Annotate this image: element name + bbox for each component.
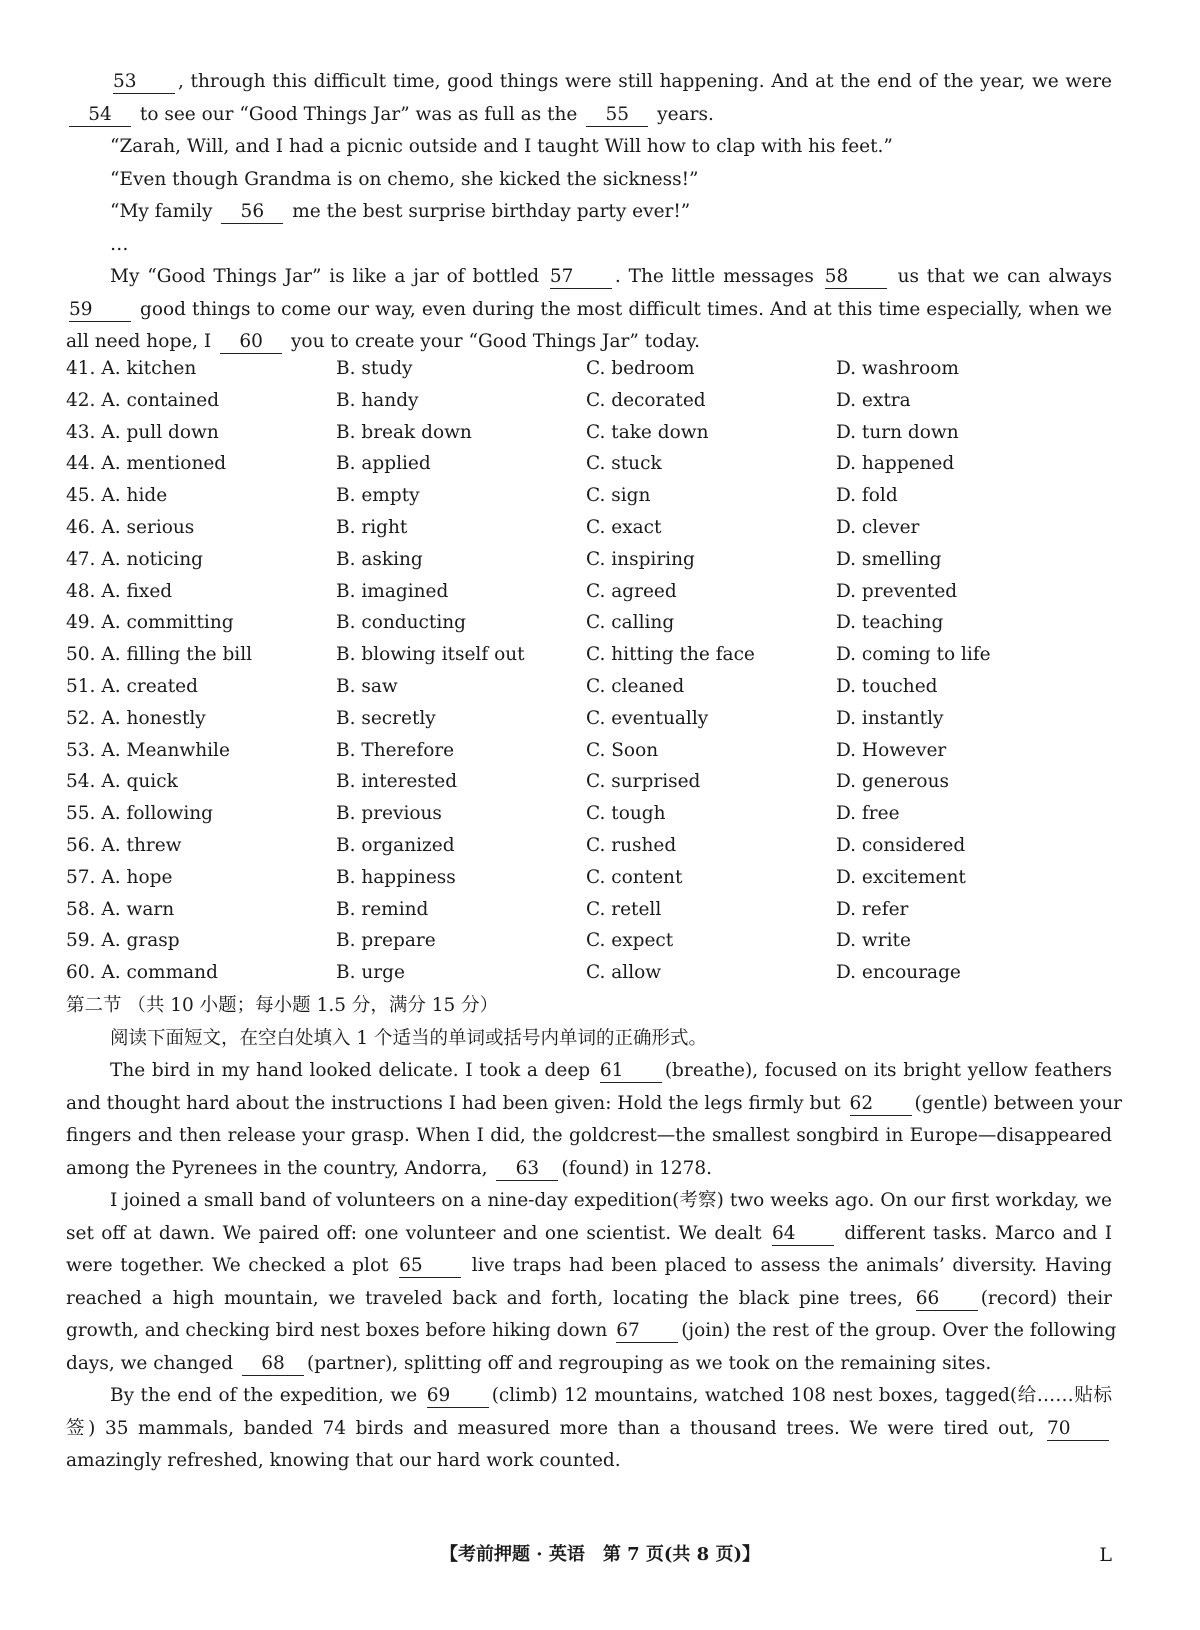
answer-blank[interactable]: 54 — [69, 104, 131, 127]
option-choice[interactable]: B. prepare — [336, 930, 436, 952]
passage-top — [66, 66, 1112, 359]
option-choice[interactable] — [66, 512, 336, 544]
option-row — [66, 735, 1112, 767]
option-text: A. kitchen — [101, 358, 197, 379]
question-number: 43. — [66, 421, 96, 443]
question-number: 41. — [66, 358, 96, 379]
option-text: A. serious — [101, 516, 195, 538]
question-number: 46. — [66, 516, 96, 538]
option-row — [66, 417, 1112, 449]
question-number: 44. — [66, 453, 96, 475]
option-choice[interactable]: C. sign — [586, 485, 651, 507]
option-text: A. hope — [101, 866, 173, 888]
section-heading: 第二节 （共 10 小题；每小题 1.5 分，满分 15 分） — [66, 995, 499, 1016]
option-choice[interactable]: B. asking — [336, 548, 423, 570]
option-choice[interactable]: C. stuck — [586, 453, 662, 475]
option-text: A. command — [101, 962, 218, 984]
answer-blank[interactable]: 68 — [242, 1353, 304, 1376]
passage-line: 53 , through this difficult time, good things were still happening. And at the end of the year, we were — [113, 71, 1112, 92]
passage-line: 签) 35 mammals, banded 74 birds and measured more than a thousand trees. We were tired out, 70 — [66, 1413, 1112, 1446]
question-number: 51. — [66, 675, 96, 697]
option-choice[interactable] — [66, 353, 336, 385]
passage-line: 59 good things to come our way, even during the most difficult times. And at this time especially, when we — [69, 298, 1112, 320]
option-row — [66, 576, 1112, 608]
option-choice[interactable]: D. teaching — [836, 612, 944, 634]
passage-line: The bird in my hand looked delicate. I took a deep 61 (breathe), focused on its bright yellow feathers — [110, 1060, 1113, 1081]
option-text: A. warn — [101, 898, 175, 920]
question-number: 57. — [66, 866, 96, 888]
option-choice[interactable] — [66, 703, 336, 735]
option-text: A. honestly — [101, 707, 206, 729]
option-row — [66, 512, 1112, 544]
option-choice[interactable]: D. prevented — [836, 580, 958, 602]
option-choice[interactable]: D. considered — [836, 834, 966, 856]
question-number: 55. — [66, 803, 96, 825]
question-number: 45. — [66, 485, 96, 507]
option-choice[interactable] — [66, 798, 336, 830]
option-choice[interactable]: B. happiness — [336, 866, 456, 888]
option-row — [66, 353, 1112, 385]
option-choice[interactable]: B. handy — [336, 389, 419, 411]
option-row — [66, 894, 1112, 926]
option-choice[interactable]: C. content — [586, 866, 683, 888]
question-number: 53. — [66, 739, 96, 761]
option-choice[interactable] — [66, 957, 336, 989]
option-choice[interactable]: C. allow — [586, 962, 662, 984]
option-choice[interactable]: D. excitement — [836, 866, 966, 888]
option-choice[interactable]: B. urge — [336, 962, 405, 984]
option-row — [66, 607, 1112, 639]
option-choice[interactable]: D. washroom — [836, 358, 959, 379]
option-choice[interactable]: C. rushed — [586, 834, 677, 856]
option-text: A. grasp — [101, 930, 180, 952]
option-row — [66, 766, 1112, 798]
option-choice[interactable] — [66, 894, 336, 926]
option-choice[interactable]: C. bedroom — [586, 358, 695, 379]
answer-blank[interactable]: 59 — [69, 299, 131, 322]
option-text: A. created — [101, 675, 198, 697]
option-choice[interactable]: D. turn down — [836, 421, 959, 443]
passage-line: fingers and then release your grasp. When I did, the goldcrest—the smallest songbird in Europe—disappeared — [66, 1125, 1112, 1146]
answer-blank[interactable]: 58 — [825, 266, 887, 289]
answer-blank[interactable]: 63 — [496, 1158, 558, 1181]
option-choice[interactable]: B. imagined — [336, 580, 449, 602]
answer-blank[interactable]: 69 — [427, 1385, 489, 1408]
option-choice[interactable] — [66, 830, 336, 862]
option-choice[interactable]: D. fold — [836, 485, 898, 507]
option-choice[interactable]: B. saw — [336, 675, 398, 697]
option-choice[interactable] — [66, 925, 336, 957]
question-number: 54. — [66, 771, 96, 793]
options-list — [66, 353, 1112, 989]
option-choice[interactable] — [66, 607, 336, 639]
option-choice[interactable]: C. exact — [586, 516, 662, 538]
question-number: 47. — [66, 548, 96, 570]
answer-blank[interactable]: 62 — [850, 1093, 912, 1116]
answer-blank[interactable]: 53 — [113, 71, 175, 94]
ellipsis: … — [110, 233, 129, 255]
passage-line: I joined a small band of volunteers on a nine-day expedition(考察) two weeks ago. On our first workday, we — [110, 1190, 1112, 1211]
page-footer: 【考前押题 · 英语 第 7 页(共 8 页)】 — [440, 1544, 760, 1565]
option-row — [66, 925, 1112, 957]
question-number: 42. — [66, 389, 96, 411]
option-choice[interactable]: C. decorated — [586, 389, 706, 411]
question-number: 48. — [66, 580, 96, 602]
option-choice[interactable] — [66, 544, 336, 576]
passage-line: were together. We checked a plot 65 live traps had been placed to assess the animals’ diversity. Having — [66, 1255, 1112, 1276]
option-text: A. committing — [101, 612, 234, 634]
passage-line: and thought hard about the instructions I had been given: Hold the legs firmly but 62 (gentle) between your — [66, 1092, 1122, 1114]
option-text: A. mentioned — [101, 453, 227, 475]
option-choice[interactable]: D. However — [836, 739, 947, 761]
option-choice[interactable]: C. retell — [586, 898, 662, 920]
question-number: 58. — [66, 898, 96, 920]
passage-line: all need hope, I 60 you to create your “Good Things Jar” today. — [66, 331, 700, 352]
question-number: 59. — [66, 930, 96, 952]
question-number: 60. — [66, 962, 96, 984]
option-choice[interactable] — [66, 385, 336, 417]
option-choice[interactable]: B. remind — [336, 898, 429, 920]
passage-line: amazingly refreshed, knowing that our hard work counted. — [66, 1450, 621, 1471]
option-choice[interactable]: D. refer — [836, 898, 909, 920]
option-text: A. threw — [101, 834, 182, 856]
answer-blank[interactable]: 57 — [550, 266, 612, 289]
option-choice[interactable]: D. happened — [836, 453, 955, 475]
quote-line: “My family 56 me the best surprise birthday party ever!” — [110, 201, 691, 222]
option-row — [66, 544, 1112, 576]
option-choice[interactable]: D. generous — [836, 771, 949, 793]
passage-line: 54 to see our “Good Things Jar” was as full as the 55 years. — [66, 99, 1112, 132]
option-choice[interactable] — [66, 576, 336, 608]
passage-line: set off at dawn. We paired off: one volunteer and one scientist. We dealt 64 different tasks. Marco and I — [66, 1222, 1113, 1244]
option-choice[interactable]: B. interested — [336, 771, 458, 793]
answer-blank[interactable]: 65 — [399, 1255, 461, 1278]
option-choice[interactable]: C. inspiring — [586, 548, 695, 570]
option-text: A. fixed — [101, 580, 173, 602]
option-text: A. contained — [101, 389, 220, 411]
passage-line: reached a high mountain, we traveled back and forth, locating the black pine trees, 66 (record) their — [66, 1287, 1113, 1309]
option-choice[interactable]: C. take down — [586, 421, 709, 443]
option-row — [66, 671, 1112, 703]
option-choice[interactable] — [66, 862, 336, 894]
option-choice[interactable] — [66, 735, 336, 767]
option-choice[interactable] — [66, 417, 336, 449]
option-choice[interactable] — [66, 639, 336, 671]
option-choice[interactable]: B. Therefore — [336, 739, 455, 761]
option-choice[interactable]: D. extra — [836, 389, 911, 411]
option-choice[interactable]: D. clever — [836, 516, 920, 538]
option-choice[interactable]: C. eventually — [586, 707, 709, 729]
option-row — [66, 862, 1112, 894]
passage-line: growth, and checking bird nest boxes before hiking down 67 (join) the rest of the group. Over the following — [66, 1320, 1117, 1341]
section-instruction: 阅读下面短文，在空白处填入 1 个适当的单词或括号内单词的正确形式。 — [110, 1027, 708, 1049]
answer-blank[interactable]: 66 — [916, 1288, 978, 1311]
option-choice[interactable]: D. smelling — [836, 548, 942, 570]
option-text: A. noticing — [101, 548, 203, 570]
option-text: A. filling the bill — [101, 644, 253, 666]
option-row — [66, 703, 1112, 735]
option-choice[interactable]: D. write — [836, 930, 911, 952]
question-number: 49. — [66, 612, 96, 634]
option-row — [66, 448, 1112, 480]
option-choice[interactable]: C. calling — [586, 612, 675, 634]
paper-code: L — [1099, 1544, 1112, 1566]
quote-line: “Even though Grandma is on chemo, she kicked the sickness!” — [110, 168, 699, 190]
passage-line: My “Good Things Jar” is like a jar of bottled 57 . The little messages 58 us that we can always — [110, 266, 1112, 287]
option-text: A. Meanwhile — [101, 739, 230, 761]
answer-blank[interactable]: 70 — [1047, 1418, 1109, 1441]
option-choice[interactable] — [66, 480, 336, 512]
option-row — [66, 480, 1112, 512]
option-text: A. following — [101, 803, 214, 825]
option-choice[interactable]: D. coming to life — [836, 644, 991, 666]
passage-line: By the end of the expedition, we 69 (climb) 12 mountains, watched 108 nest boxes, tagged(给……贴标 — [110, 1385, 1112, 1406]
option-choice[interactable]: D. touched — [836, 675, 938, 697]
option-choice[interactable]: D. encourage — [836, 962, 961, 984]
option-row — [66, 798, 1112, 830]
option-choice[interactable]: C. agreed — [586, 580, 677, 602]
passage-line: days, we changed 68 (partner), splitting off and regrouping as we took on the remaining sites. — [66, 1352, 992, 1374]
answer-blank[interactable]: 60 — [220, 331, 282, 354]
option-choice[interactable]: C. cleaned — [586, 675, 685, 697]
option-choice[interactable]: B. secretly — [336, 707, 436, 729]
option-choice[interactable] — [66, 766, 336, 798]
option-choice[interactable]: D. free — [836, 803, 900, 825]
option-text: A. hide — [101, 485, 168, 507]
option-choice[interactable]: D. instantly — [836, 707, 944, 729]
option-choice[interactable]: B. blowing itself out — [336, 644, 525, 666]
question-number: 50. — [66, 644, 96, 666]
answer-blank[interactable]: 67 — [616, 1320, 678, 1343]
option-choice[interactable]: B. empty — [336, 485, 420, 507]
quote-line: “Zarah, Will, and I had a picnic outside and I taught Will how to clap with his feet.” — [110, 136, 893, 157]
option-choice[interactable]: B. applied — [336, 453, 431, 475]
question-number: 56. — [66, 834, 96, 856]
option-row — [66, 957, 1112, 989]
option-choice[interactable] — [66, 448, 336, 480]
passage-line: among the Pyrenees in the country, Andorra, 63 (found) in 1278. — [66, 1157, 713, 1179]
answer-blank[interactable]: 55 — [586, 104, 648, 127]
section-two — [66, 990, 1122, 1478]
option-row — [66, 639, 1112, 671]
answer-blank[interactable]: 64 — [772, 1223, 834, 1246]
option-choice[interactable]: B. organized — [336, 834, 455, 856]
option-choice[interactable]: C. expect — [586, 930, 674, 952]
option-choice[interactable]: B. conducting — [336, 612, 466, 634]
option-choice[interactable]: B. break down — [336, 421, 472, 443]
option-choice[interactable]: B. study — [336, 358, 413, 379]
answer-blank[interactable]: 61 — [600, 1060, 662, 1083]
option-text: A. quick — [101, 771, 178, 793]
option-row — [66, 385, 1112, 417]
option-text: A. pull down — [101, 421, 219, 443]
option-choice[interactable]: C. hitting the face — [586, 644, 755, 666]
option-choice[interactable]: C. tough — [586, 803, 666, 825]
option-row — [66, 830, 1112, 862]
option-choice[interactable]: C. Soon — [586, 739, 659, 761]
option-choice[interactable]: B. previous — [336, 803, 442, 825]
option-choice[interactable] — [66, 671, 336, 703]
answer-blank[interactable]: 56 — [221, 201, 283, 224]
question-number: 52. — [66, 707, 96, 729]
option-choice[interactable]: B. right — [336, 516, 408, 538]
option-choice[interactable]: C. surprised — [586, 771, 701, 793]
